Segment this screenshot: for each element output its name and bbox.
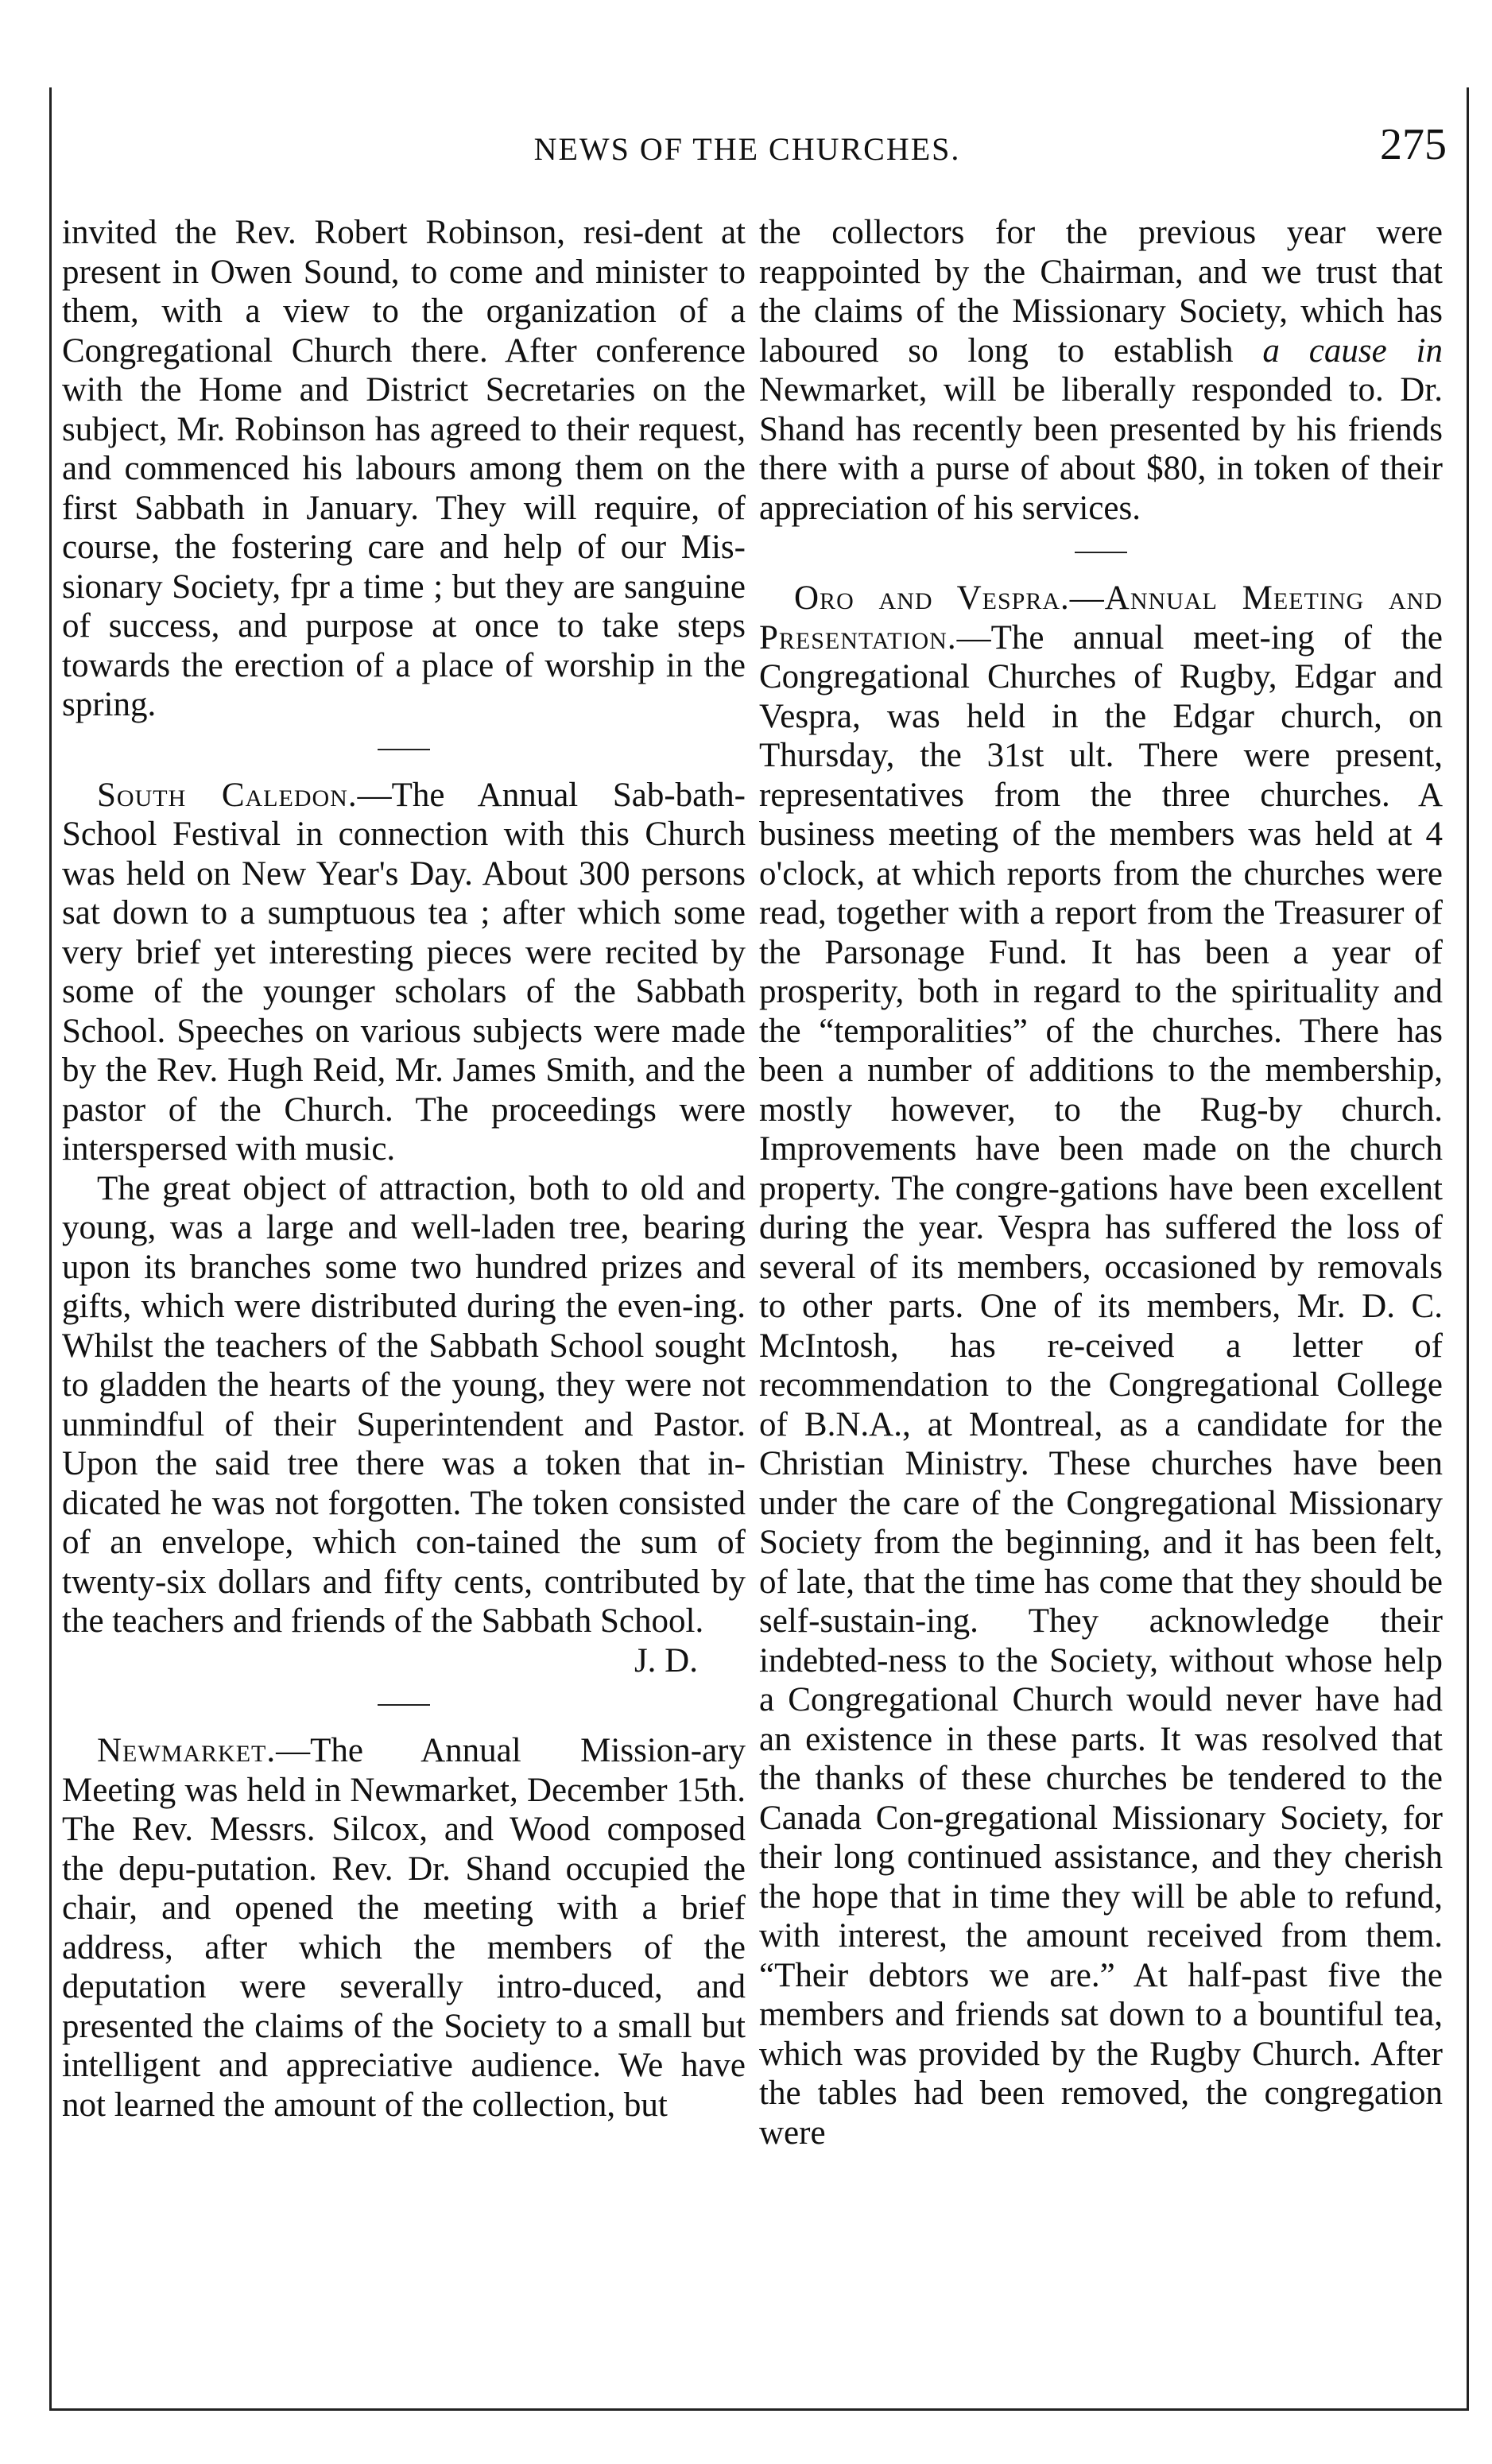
section-divider [1075,552,1127,553]
section-heading-newmarket: Newmarket. [97,1732,277,1769]
paragraph-tree: The great object of attraction, both to old and young, was a large and well-laden tree, bearing upon its branches some two hundred prizes and gifts, which were distributed during the even-ing. Whilst the teachers of the Sabbath School sought to gladden the hearts of the young, they were not unmindful of their Superintendent and Pastor. Upon the said tree there was a token that in-dicated he was not forgotten. The token consisted of an envelope, which con-tained the sum of twenty-six dollars and fifty cents, contributed by the teachers and friends of the Sabbath School. [62,1169,746,1640]
collectors-italic: a cause in [1262,331,1443,370]
south-caledon-text: —The Annual Sab-bath-School Festival in connection with this Church was held on New Year's Day. About 300 persons sat down to a sumptuous tea ; after which some very brief yet interesting pieces were recited by some of the younger scholars of the Sabbath School. Speeches on various subjects were made by the Rev. Hugh Reid, Mr. James Smith, and the pastor of the Church. The proceedings were interspersed with music. [62,776,746,1168]
collectors-text-b: Newmarket, will be liberally responded to. Dr. Shand has recently been presented by his friends there with a purse of about $80, in token of their appreciation of his services. [759,371,1443,527]
page-number: 275 [1380,120,1447,169]
collectors-text-a: the collectors for the previous year were reappointed by the Chairman, and we trust that the claims of the Missionary Society, which has laboured so long to establish [759,214,1443,370]
paragraph-robinson: invited the Rev. Robert Robinson, resi-dent at present in Owen Sound, to come and minister to them, with a view to the organization of a Congregational Church there. After conference with the Home and District Secretaries on the subject, Mr. Robinson has agreed to their request, and commenced his labours among them on the first Sabbath in January. They will require, of course, the fostering care and help of our Mis-sionary Society, fpr a time ; but they are sanguine of success, and purpose at once to take steps towards the erection of a place of worship in the spring. [62,214,746,723]
section-heading-oro-vespra: Oro and Vespra.—Annual Meeting and Presentation. [759,579,1443,657]
signature: J. D. [634,1641,698,1679]
section-heading-south-caledon: South Caledon. [97,776,358,814]
section-divider [378,749,430,750]
right-column [759,213,1443,2152]
paragraph-oro-vespra [759,579,1443,2152]
running-head: NEWS OF THE CHURCHES. [533,131,961,167]
newmarket-text: —The Annual Mission-ary Meeting was held in Newmarket, December 15th. The Rev. Messrs. Silcox, and Wood composed the depu-putation. Rev. Dr. Shand occupied the chair, and opened the meeting with a brief address, after which the members of the deputation were severally intro-duced, and presented the claims of the Society to a small but intelligent and appreciative audience. We have not learned the amount of the collection, but [62,1732,746,2124]
section-divider [378,1704,430,1706]
page-header [48,119,1447,175]
left-column [62,213,746,2125]
oro-vespra-text: —The annual meet-ing of the Congregational Churches of Rugby, Edgar and Vespra, was held in the Edgar church, on Thursday, the 31st ult. There were present, representatives from the three churches. A business meeting of the members was held at 4 o'clock, at which reports from the churches were read, together with a report from the Treasurer of the Parsonage Fund. It has been a year of prosperity, both in regard to the spirituality and the “temporalities” of the churches. There has been a number of additions to the membership, mostly however, to the Rug-by church. Improvements have been made on the church property. The congre-gations have been excellent during the year. Vespra has suffered the loss of several of its members, occasioned by removals to other parts. One of its members, Mr. D. C. McIntosh, has re-ceived a letter of recommendation to the Congregational College of B.N.A., at Montreal, as a candidate for the Christian Ministry. These churches have been under the care of the Congregational Missionary Society from the beginning, and it has been felt, of late, that the time has come that they should be self-sustain-ing. They acknowledge their indebted-ness to the Society, without whose help a Congregational Church would never have had an existence in these parts. It was resolved that the thanks of these churches be tendered to the Canada Con-gregational Missionary Society, for their long continued assistance, and they cherish the hope that in time they will be able to refund, with interest, the amount received from them. “Their debtors we are.” At half-past five the members and friends sat down to a bountiful tea, which was provided by the Rugby Church. After the tables had been removed, the congregation were [759,618,1443,2152]
paragraph-collectors [759,213,1443,528]
paragraph-south-caledon [62,776,746,1169]
paragraph-newmarket [62,1731,746,2125]
